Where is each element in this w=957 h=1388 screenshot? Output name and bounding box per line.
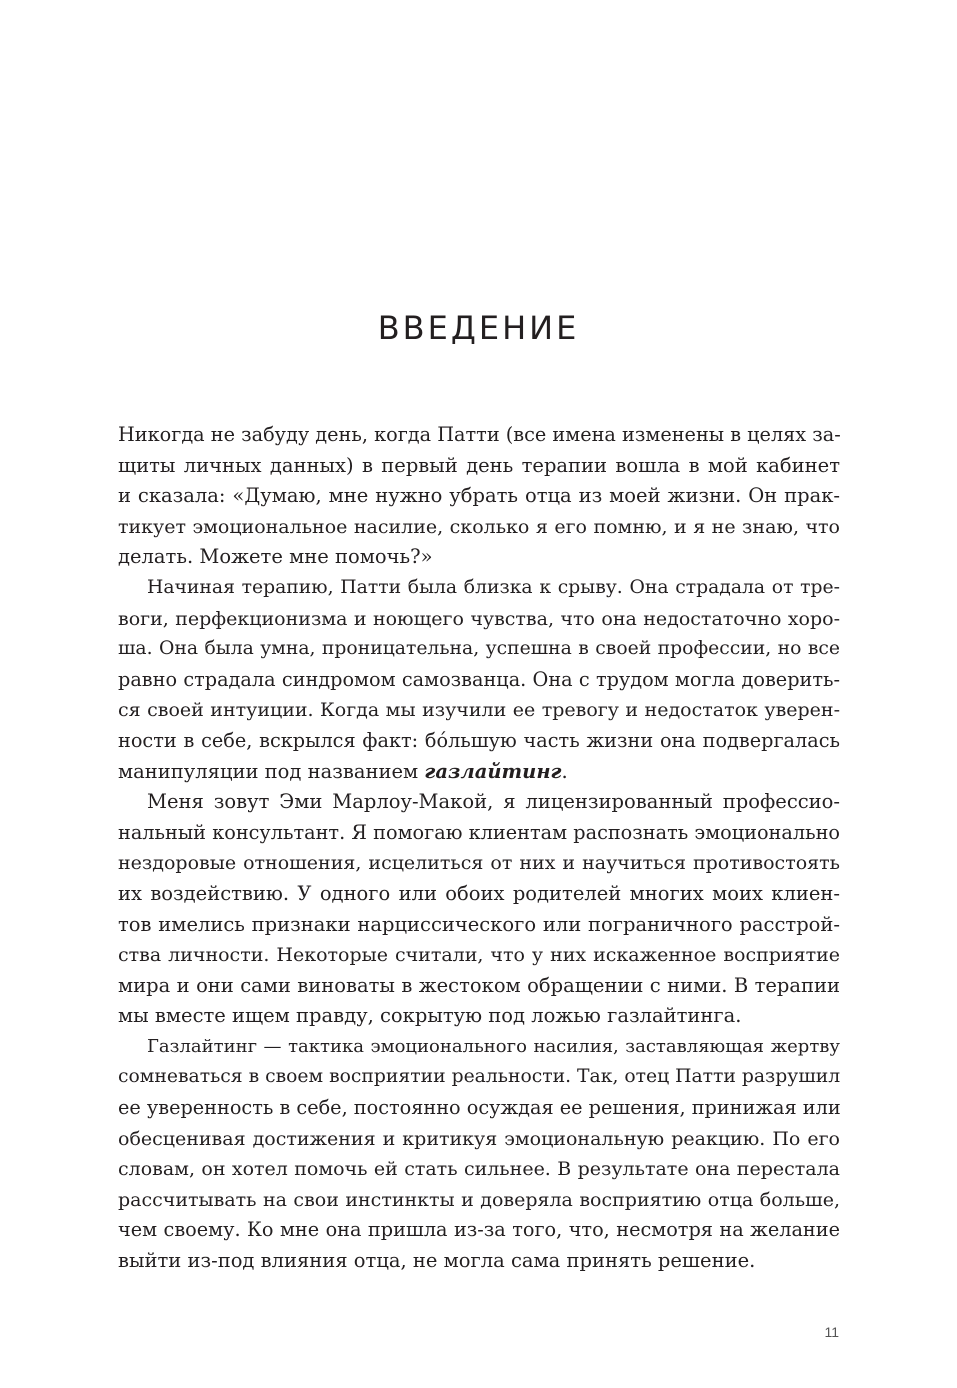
- text-line: словам, он хотел помочь ей стать сильнее. В результате она перестала: [118, 1158, 840, 1181]
- page-number: 11: [824, 1324, 839, 1340]
- text-line: тов имелись признаки нарциссического или пограничного расстрой-: [118, 912, 840, 936]
- text-line: Меня зовут Эми Марлоу-Макой, я лицензированный профессио-: [147, 790, 840, 814]
- text-line: щиты личных данных) в первый день терапии вошла в мой кабинет: [118, 453, 840, 477]
- text-line: Начиная терапию, Патти была близка к срыву. Она страдала от тре-: [147, 576, 840, 598]
- text-line: и сказала: «Думаю, мне нужно убрать отца из моей жизни. Он прак-: [118, 484, 840, 508]
- paragraph-4: [118, 1032, 840, 1277]
- text-line: Никогда не забуду день, когда Патти (все имена изменены в целях за-: [118, 423, 841, 446]
- text-line: ства личности. Некоторые считали, что у них искаженное восприятие: [118, 944, 840, 967]
- paragraph-1: [118, 420, 840, 573]
- emphasized-term: газлайтинг: [424, 759, 562, 783]
- text-line: мира и они сами виноваты в жестоком обращении с ними. В терапии: [118, 973, 840, 997]
- text-line: равно страдала синдромом самозванца. Она с трудом могла доверить-: [118, 667, 840, 691]
- text-line: Газлайтинг — тактика эмоционального насилия, заставляющая жертву: [147, 1035, 840, 1057]
- paragraph-2: [118, 573, 840, 787]
- text-line: делать. Можете мне помочь?»: [118, 545, 433, 569]
- text-line: ности в себе, вскрылся факт: бóльшую часть жизни она подвергалась: [118, 728, 840, 752]
- text-line: нездоровые отношения, исцелиться от них и научиться противостоять: [118, 852, 840, 875]
- text-line: мы вместе ищем правду, сокрытую под ложью газлайтинга.: [118, 1004, 742, 1028]
- text-line: сомневаться в своем восприятии реальности. Так, отец Патти разрушил: [118, 1066, 841, 1088]
- text-line: [118, 757, 840, 788]
- text-line: тикует эмоциональное насилие, сколько я его помню, и я не знаю, что: [118, 515, 840, 538]
- text-line: ее уверенность в себе, постоянно осуждая ее решения, принижая или: [118, 1096, 841, 1120]
- text-line: чем своему. Ко мне она пришла из-за того, что, несмотря на желание: [118, 1218, 840, 1242]
- text-line: рассчитывать на свои инстинкты и доверяла восприятию отца больше,: [118, 1188, 840, 1211]
- text-line: нальный консультант. Я помогаю клиентам распознать эмоционально: [118, 820, 840, 844]
- text-fragment: .: [561, 759, 568, 783]
- text-line: выйти из-под влияния отца, не могла сама принять решение.: [118, 1249, 756, 1273]
- text-line: их воздействию. У одного или обоих родителей многих моих клиен-: [118, 881, 840, 905]
- text-line: обесценивая достижения и критикуя эмоциональную реакцию. По его: [118, 1127, 840, 1150]
- text-line: воги, перфекционизма и ноющего чувства, что она недостаточно хоро-: [118, 607, 840, 630]
- chapter-body: [118, 420, 840, 1277]
- paragraph-3: [118, 787, 840, 1032]
- text-fragment: манипуляции под названием: [118, 759, 425, 783]
- text-line: ся своей интуиции. Когда мы изучили ее тревогу и недостаток уверен-: [118, 699, 840, 722]
- text-line: ша. Она была умна, проницательна, успешна в своей профессии, но все: [118, 638, 840, 660]
- chapter-title: ВВЕДЕНИЕ: [377, 309, 580, 347]
